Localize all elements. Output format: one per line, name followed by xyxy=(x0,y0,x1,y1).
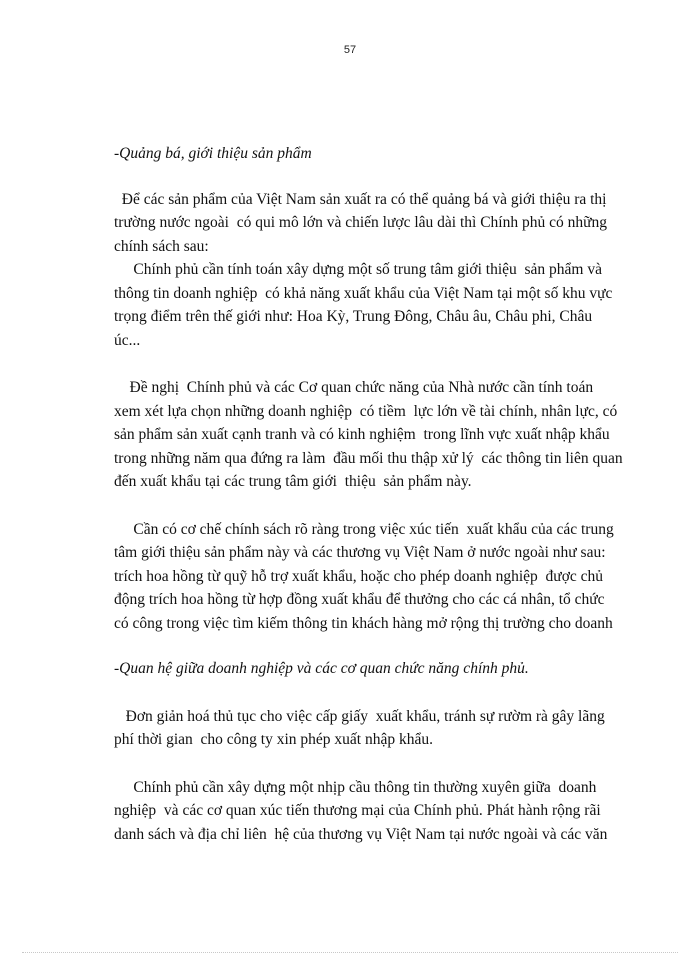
text-line: chính sách sau: xyxy=(114,237,209,255)
text-line: danh sách và địa chỉ liên hệ của thương vụ Việt Nam tại nước ngoài và các văn xyxy=(114,825,608,843)
text-line: xem xét lựa chọn những doanh nghiệp có tiềm lực lớn về tài chính, nhân lực, có xyxy=(114,402,618,420)
text-line: trường nước ngoài có qui mô lớn và chiến lược lâu dài thì Chính phủ có những xyxy=(114,214,607,231)
section-heading-relations xyxy=(114,657,644,681)
text-line: nghiệp và các cơ quan xúc tiến thương mại của Chính phủ. Phát hành rộng rãi xyxy=(114,802,601,819)
text-line: Cần có cơ chế chính sách rõ ràng trong việc xúc tiến xuất khẩu của các trung xyxy=(114,520,614,538)
text-line: Đơn giản hoá thủ tục cho việc cấp giấy xuất khẩu, tránh sự rườm rà gây lãng xyxy=(114,707,605,725)
page-bottom-divider xyxy=(22,952,678,953)
text-line: trọng điểm trên thế giới như: Hoa Kỳ, Trung Đông, Châu âu, Châu phi, Châu xyxy=(114,308,593,325)
text-line: tâm giới thiệu sản phẩm này và các thương vụ Việt Nam ở nước ngoài như sau: xyxy=(114,544,606,561)
paragraph-simplify-procedures xyxy=(114,705,644,752)
text-line: trong những năm qua đứng ra làm đầu mối thu thập xử lý các thông tin liên quan xyxy=(114,449,623,467)
text-line: -Quan hệ giữa doanh nghiệp và các cơ quan chức năng chính phủ. xyxy=(114,660,529,677)
paragraph-trade-centers xyxy=(114,258,644,352)
paragraph-intro xyxy=(114,188,644,259)
text-line: có công trong việc tìm kiếm thông tin khách hàng mở rộng thị trường cho doanh xyxy=(114,614,613,632)
page-number: 57 xyxy=(343,44,357,56)
text-line: trích hoa hồng từ quỹ hỗ trợ xuất khẩu, hoặc cho phép doanh nghiệp được chủ xyxy=(114,567,604,585)
paragraph-information-bridge xyxy=(114,776,644,847)
text-line: sản phẩm sản xuất cạnh tranh và có kinh nghiệm trong lĩnh vực xuất nhập khẩu xyxy=(114,426,610,443)
text-line: -Quảng bá, giới thiệu sản phẩm xyxy=(114,145,312,162)
text-line: úc... xyxy=(114,331,141,349)
section-heading-promotion xyxy=(114,142,644,166)
paragraph-policy-mechanism xyxy=(114,518,644,636)
text-line: động trích hoa hồng từ hợp đồng xuất khẩu để thưởng cho các cá nhân, tổ chức xyxy=(114,591,605,608)
text-line: thông tin doanh nghiệp có khả năng xuất khẩu của Việt Nam tại một số khu vực xyxy=(114,284,613,302)
text-line: Chính phủ cần xây dựng một nhịp cầu thông tin thường xuyên giữa doanh xyxy=(114,778,597,796)
paragraph-select-enterprises xyxy=(114,376,644,494)
text-line: Đề nghị Chính phủ và các Cơ quan chức năng của Nhà nước cần tính toán xyxy=(114,379,594,396)
text-line: đến xuất khẩu tại các trung tâm giới thiệu sản phẩm này. xyxy=(114,473,472,490)
page-content xyxy=(114,142,644,846)
text-line: phí thời gian cho công ty xin phép xuất nhập khẩu. xyxy=(114,731,433,748)
text-line: Để các sản phẩm của Việt Nam sản xuất ra có thể quảng bá và giới thiệu ra thị xyxy=(114,190,607,208)
text-line: Chính phủ cần tính toán xây dựng một số trung tâm giới thiệu sản phẩm và xyxy=(114,261,602,278)
